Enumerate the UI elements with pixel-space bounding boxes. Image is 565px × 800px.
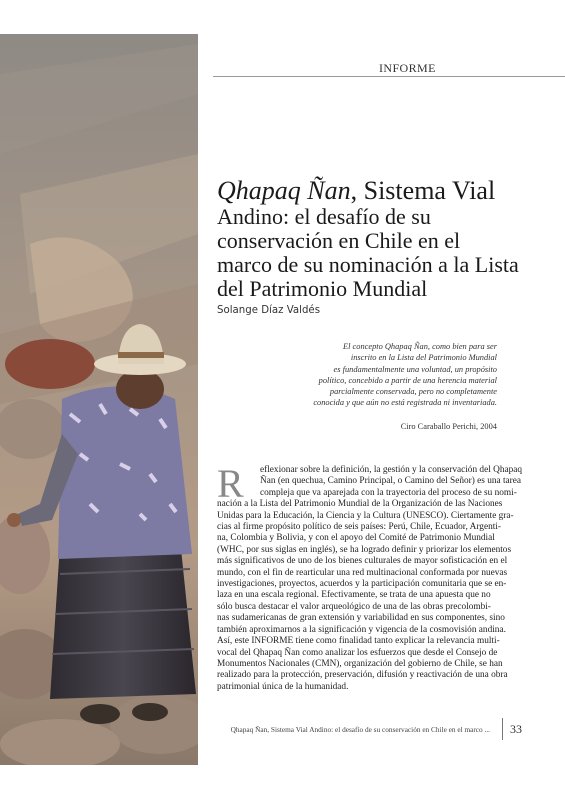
body-line: investigaciones, proyectos, acuerdos y la participación comunitaria que se en- [217,579,507,590]
body-line: laza en una escala regional. Efectivamente, se trata de una apuesta que no [217,590,491,601]
body-line: nas sudamericanas de gran extensión y variabilidad en sus componentes, sino [217,613,505,624]
epigraph-line: conocida y que aún no está registrada ni inventariada. [313,398,497,408]
running-footer: Qhapaq Ñan, Sistema Vial Andino: el desafío de su conservación en Chile en el marco ... [230,725,490,734]
epigraph-line: parcialmente conservada, pero no completamente [329,387,497,397]
body-paragraph [217,461,523,693]
epigraph-line: El concepto Qhapaq Ñan, como bien para ser [343,342,497,351]
drop-cap: R [217,461,244,506]
section-divider [213,76,565,77]
body-line: Ñan (en quechua, Camino Principal, o Camino del Señor) es una tarea [260,476,522,487]
epigraph-citation: Ciro Caraballo Perichi, 2004 [400,422,497,431]
body-line: patrimonial única de la humanidad. [217,681,349,692]
body-line: mundo, con el fin de rearticular una red multinacional conformada por nuevas [217,567,508,578]
footer-divider [502,718,503,740]
body-line: realizado para la protección, preservación, difusión y reactivación de una obra [217,670,508,681]
epigraph-line: es fundamentalmente una voluntad, un propósito [333,364,497,374]
title-line3: conservación en Chile en el [217,228,461,253]
body-line: na, Colombia y Bolivia, y con el apoyo del Comité de Patrimonio Mundial [217,533,495,544]
body-line: cias al firme propósito político de seis países: Perú, Chile, Ecuador, Argenti- [217,522,501,533]
body-line: Así, este INFORME tiene como finalidad tanto explicar la relevancia multi- [217,636,500,647]
epigraph-line: inscrito en la Lista del Patrimonio Mundial [350,353,497,363]
cover-photo [0,34,198,765]
body-line: vocal del Qhapaq Ñan como analizar los esfuerzos que desde el Consejo de [217,647,498,658]
body-line: Unidas para la Educación, la Ciencia y la Cultura (UNESCO). Ciertamente gra- [217,510,514,521]
woman-on-rocky-slope-photo [0,34,198,765]
body-line: Monumentos Nacionales (CMN), organización del gobierno de Chile, se han [217,658,503,669]
body-line: (WHC, por sus siglas en inglés), se ha logrado definir y priorizar los elementos [217,544,512,555]
author-name: Solange Díaz Valdés [217,305,320,316]
epigraph [300,341,497,409]
body-line: eflexionar sobre la definición, la gestión y la conservación del Qhapaq [260,465,523,475]
body-line: sólo busca destacar el valor arqueológico de una de las obras precolombi- [217,601,491,612]
title-line2: Andino: el desafío de su [217,204,431,229]
section-label: INFORME [379,61,436,75]
body-line: también aproximarnos a la significación y vigencia de la cosmovisión andina. [217,624,506,635]
epigraph-line: político, concebido a partir de una herencia material [318,375,497,385]
title-line1: , Sistema Vial [350,176,496,205]
body-line: nación a la Lista del Patrimonio Mundial de la Organización de las Naciones [217,499,503,510]
body-line: compleja que va aparejada con la trayectoria del proceso de su nomi- [260,487,517,498]
title-line5: del Patrimonio Mundial [217,276,428,301]
title-italic: Qhapaq Ñan [217,176,351,205]
title-line4: marco de su nominación a la Lista [217,252,519,277]
body-line: más significativos de uno de los bienes culturales de mayor sofisticación en el [217,556,508,567]
article-title [217,177,557,301]
page-number: 33 [510,722,522,736]
